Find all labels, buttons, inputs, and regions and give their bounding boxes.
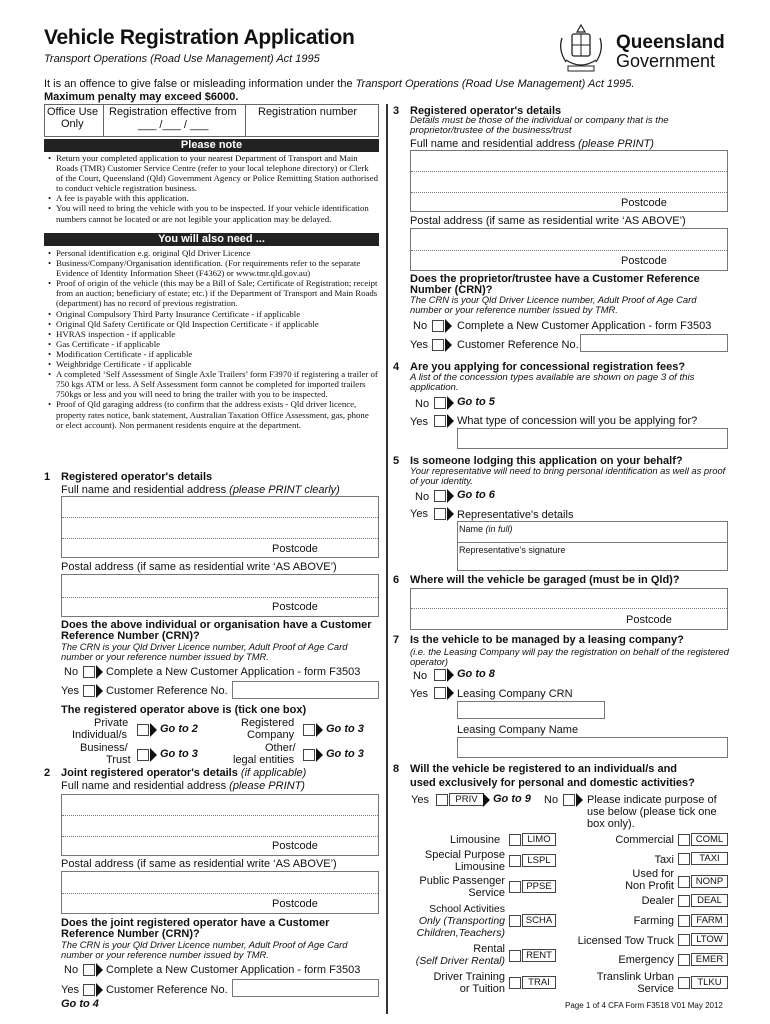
logo-name: Queensland (616, 32, 725, 53)
arrow-icon (96, 983, 103, 997)
s5-number: 5 (393, 455, 400, 467)
s1-crn-note: The CRN is your Qld Driver Licence number, Adult Proof of Age Card number or your reference number issued by TMR. (61, 641, 348, 662)
purpose-tlku-checkbox[interactable] (678, 977, 690, 989)
arrow-icon (445, 319, 452, 333)
logo-sub: Government (616, 51, 716, 71)
s4-concession-input[interactable] (457, 428, 728, 449)
purpose-scha-label-1: School Activities (429, 903, 505, 915)
s5-yes-checkbox[interactable] (434, 508, 446, 520)
also-need-bar: You will also need ... (44, 233, 379, 246)
purpose-deal-checkbox[interactable] (678, 895, 690, 907)
s3-no-checkbox[interactable] (432, 320, 444, 332)
s2-address-field[interactable] (61, 794, 379, 856)
s3-postal-label: Postal address (if same as residential write ‘AS ABOVE’) (410, 215, 686, 227)
reg-effective-date[interactable]: ___ /___ / ___ (138, 119, 209, 131)
s7-goto8: Go to 8 (457, 668, 495, 680)
purpose-taxi-label: Taxi (654, 854, 674, 866)
s3-no-label: No (413, 320, 428, 332)
purpose-scha-label-2: Only (Transporting Children,Teachers) (416, 915, 505, 939)
purpose-coml-checkbox[interactable] (678, 834, 690, 846)
s6-number: 6 (393, 574, 400, 586)
s5-no-checkbox[interactable] (434, 490, 446, 502)
s7-no-checkbox[interactable] (434, 669, 446, 681)
s6-garage-field[interactable] (410, 588, 728, 630)
s3-crn-input[interactable] (580, 334, 728, 352)
purpose-emer-code: EMER (691, 953, 728, 966)
s1-complete-new: Complete a New Customer Application - form F3503 (106, 666, 361, 678)
qld-crest-logo (556, 22, 606, 76)
purpose-coml-label: Commercial (615, 834, 674, 846)
arrow-icon (445, 338, 452, 352)
purpose-farm-label: Farming (633, 915, 674, 927)
s1-fullname-label: Full name and residential address (please PRINT clearly) (61, 484, 340, 496)
s2-crn-note: The CRN is your Qld Driver Licence number, Adult Proof of Age Card number or your reference number issued by TMR. (61, 939, 348, 960)
s2-postal-postcode: Postcode (272, 898, 318, 910)
arrow-icon (447, 414, 454, 428)
s1-address-field[interactable] (61, 496, 379, 558)
s1-crn-label: Customer Reference No. (106, 685, 228, 697)
s6-title: Where will the vehicle be garaged (must be in Qld)? (410, 574, 680, 586)
s5-title: Is someone lodging this application on your behalf? (410, 455, 683, 467)
page-footer: Page 1 of 4 CFA Form F3518 V01 May 2012 (565, 1001, 723, 1010)
s8-number: 8 (393, 763, 400, 775)
s4-no-label: No (415, 398, 430, 410)
s2-number: 2 (44, 767, 51, 779)
s1-business-2: Trust (106, 754, 131, 766)
s7-title: Is the vehicle to be managed by a leasing company? (410, 634, 684, 646)
s2-postcode-label: Postcode (272, 840, 318, 852)
arrow-icon (96, 684, 103, 698)
purpose-deal-label: Dealer (641, 895, 674, 907)
s2-goto4: Go to 4 (61, 998, 99, 1010)
purpose-lspl-label-2: Limousine (454, 861, 505, 873)
purpose-lspl-label-1: Special Purpose (424, 849, 505, 861)
purpose-ltow-label: Licensed Tow Truck (577, 935, 674, 947)
s7-number: 7 (393, 634, 400, 646)
purpose-trai-code: TRAI (522, 976, 556, 989)
page-title: Vehicle Registration Application (44, 26, 355, 49)
s3-address-field[interactable] (410, 150, 728, 212)
s1-registered-2: Company (247, 729, 295, 741)
s1-other-1: Other/ (265, 742, 296, 754)
office-only-label: Only (61, 118, 84, 130)
s3-yes-checkbox[interactable] (432, 339, 444, 351)
arrow-icon (447, 489, 454, 503)
reg-number-label: Registration number (258, 106, 358, 118)
s2-crn-question: Does the joint registered operator have a Customer Reference Number (CRN)? (61, 917, 330, 940)
s5-signature-label: Representative’s signature (459, 545, 566, 555)
s2-no-checkbox[interactable] (83, 964, 95, 976)
purpose-nonp-label-2: Non Profit (625, 880, 674, 892)
s3-note: Details must be those of the individual or company that is the proprietor/trustee of the business/trust (410, 115, 669, 136)
purpose-farm-code: FARM (691, 914, 728, 927)
page-subtitle: Transport Operations (Road Use Management) Act 1995 (44, 53, 320, 65)
s2-title: Joint registered operator's details (if applicable) (61, 767, 307, 779)
warning-text: It is an offence to give false or misleading information under the Transport Operations (Road Use Management) Act 1995. (44, 78, 635, 90)
s3-crn-label: Customer Reference No. (457, 339, 579, 351)
s1-operator-is: The registered operator above is (tick one box) (61, 704, 307, 716)
purpose-ppse-checkbox[interactable] (509, 881, 521, 893)
also-need-list: • Personal identification e.g. original Qld Driver Licence • Business/Company/Organisation identification. (For requirements refer to the separate Evidence of Identity Information Sheet (F4362) or www.tmr.qld.gov.au) • Proof of origin of the vehicle (this may be a Bill of Sale; Certificate of Registration; receipt from an auction; beneficiary of estate; etc.) if the Department of Transport and Main Roads (department) has no record of previous registration. • Original Compulsory Third Party Insurance Certificate - if applicable • Original Qld Safety Certificate or Qld Inspection Certificate - if applicable • HVRAS inspection - if applicable • Gas Certificate - if applicable • Modification Certificate - if applicable • Weighbridge Certificate - if applicable • A completed ‘Self Assessment of Single Axle Trailers’ form F3970 if registering a trailer of 750 kgs ATM or less. A Self Assessment form cannot be completed for imported trailers 750kgs or less and you will need to bring the trailer with you to be inspected. • Proof of Qld garaging address (to confirm that the address exists - Qld driver licence, property rates notice, bank statement, Australian Taxation Office Assessment, gas, phone or elect account). Non permanent residents enquire at the department. (48, 248, 378, 430)
s1-private-1: Private (94, 717, 129, 729)
s2-yes-checkbox[interactable] (83, 984, 95, 996)
s1-other-checkbox[interactable] (303, 749, 315, 761)
s1-company-checkbox[interactable] (303, 724, 315, 736)
s1-no-label: No (64, 666, 79, 678)
s1-postal-label: Postal address (if same as residential write ‘AS ABOVE’) (61, 561, 337, 573)
s3-title: Registered operator's details (410, 105, 562, 117)
s1-yes-label: Yes (61, 685, 79, 697)
purpose-scha-checkbox[interactable] (509, 915, 521, 927)
s5-rep-details: Representative's details (457, 509, 574, 521)
s1-yes-checkbox[interactable] (83, 685, 95, 697)
s7-note: (i.e. the Leasing Company will pay the registration on behalf of the registered operator) (410, 646, 729, 667)
purpose-lspl-checkbox[interactable] (509, 855, 521, 867)
arrow-icon (447, 668, 454, 682)
s2-crn-input[interactable] (232, 979, 379, 997)
purpose-tlku-label-2: Service (637, 983, 674, 995)
s1-business-1: Business/ (80, 742, 128, 754)
s1-goto3c: Go to 3 (326, 748, 364, 760)
purpose-trai-label-2: or Tuition (459, 983, 505, 995)
purpose-rent-label-2: (Self Driver Rental) (415, 955, 505, 967)
arrow-icon (316, 723, 323, 737)
purpose-ppse-code: PPSE (522, 880, 556, 893)
s8-title-2: used exclusively for personal and domestic activities? (410, 777, 695, 789)
s6-postcode-label: Postcode (626, 614, 672, 626)
s3-crn-note: The CRN is your Qld Driver Licence number, Adult Proof of Age Card number or your reference number issued by TMR. (410, 294, 697, 315)
purpose-emer-label: Emergency (618, 954, 674, 966)
s1-business-checkbox[interactable] (137, 749, 149, 761)
purpose-ltow-checkbox[interactable] (678, 934, 690, 946)
s1-crn-input[interactable] (232, 681, 379, 699)
s8-yes-checkbox[interactable] (436, 794, 448, 806)
arrow-icon (150, 723, 157, 737)
arrow-icon (447, 396, 454, 410)
purpose-tlku-label-1: Translink Urban (596, 971, 674, 983)
s4-yes-checkbox[interactable] (434, 415, 446, 427)
purpose-taxi-checkbox[interactable] (678, 853, 690, 865)
please-note-list: • Return your completed application to your nearest Department of Transport and Main Roads (TMR) Customer Service Centre (refer to your local telephone directory) or Clerk of the Court, Queensland (Qld) Government Agency or Police Remitting Station authorised to conduct vehicle registration business. • A fee is payable with this application. • You will need to bring the vehicle with you to be inspected. If your vehicle identification numbers cannot be located or are not legible your application may be delayed. (48, 153, 379, 224)
please-note-bar: Please note (44, 139, 379, 152)
s7-no-label: No (413, 670, 428, 682)
office-use-label: Office Use (47, 106, 99, 118)
purpose-limo-code: LIMO (522, 833, 556, 846)
s4-yes-label: Yes (410, 416, 428, 428)
arrow-icon (447, 686, 454, 700)
s5-goto6: Go to 6 (457, 489, 495, 501)
arrow-icon (447, 507, 454, 521)
purpose-rent-label-1: Rental (473, 943, 505, 955)
purpose-ltow-code: LTOW (691, 933, 728, 946)
purpose-rent-checkbox[interactable] (509, 950, 521, 962)
s1-private-2: Individual/s (72, 729, 128, 741)
s1-title: Registered operator's details (61, 471, 213, 483)
s2-complete-new: Complete a New Customer Application - form F3503 (106, 964, 361, 976)
s4-note: A list of the concession types available are shown on page 3 of this application. (410, 372, 695, 393)
s1-crn-question: Does the above individual or organisation have a Customer Reference Number (CRN)? (61, 619, 372, 642)
purpose-trai-label-1: Driver Training (433, 971, 505, 983)
column-divider (386, 104, 388, 1014)
purpose-emer-checkbox[interactable] (678, 954, 690, 966)
purpose-limo-checkbox[interactable] (509, 834, 521, 846)
s4-no-checkbox[interactable] (434, 397, 446, 409)
s7-crn-label: Leasing Company CRN (457, 688, 573, 700)
s5-name-label: Name (in full) (459, 524, 513, 534)
s5-note: Your representative will need to bring personal identification as well as proof of your identity. (410, 465, 726, 486)
s3-number: 3 (393, 105, 400, 117)
arrow-icon (150, 748, 157, 762)
s2-crn-label: Customer Reference No. (106, 984, 228, 996)
s1-postcode-label: Postcode (272, 543, 318, 555)
s1-goto3b: Go to 3 (160, 748, 198, 760)
purpose-deal-code: DEAL (691, 894, 728, 907)
s1-goto2: Go to 2 (160, 723, 198, 735)
purpose-taxi-code: TAXI (691, 852, 728, 865)
s7-crn-input[interactable] (457, 701, 605, 719)
s1-private-checkbox[interactable] (137, 724, 149, 736)
s1-other-2: legal entities (233, 754, 295, 766)
arrow-icon (316, 748, 323, 762)
s3-fullname-label: Full name and residential address (please PRINT) (410, 138, 654, 150)
arrow-icon (576, 793, 583, 807)
purpose-farm-checkbox[interactable] (678, 915, 690, 927)
s8-title-1: Will the vehicle be registered to an individual/s and (410, 763, 678, 775)
s2-no-label: No (64, 964, 79, 976)
s8-purpose-text: Please indicate purpose of use below (please tick one box only). (587, 794, 717, 830)
s5-yes-label: Yes (410, 508, 428, 520)
s1-registered-1: Registered (241, 717, 295, 729)
s7-yes-label: Yes (410, 688, 428, 700)
s3-postal-postcode: Postcode (621, 255, 667, 267)
s8-no-checkbox[interactable] (563, 794, 575, 806)
purpose-coml-code: COML (691, 833, 728, 846)
purpose-tlku-code: TLKU (691, 976, 728, 989)
s4-number: 4 (393, 361, 400, 373)
purpose-limo-label: Limousine (450, 834, 501, 846)
s7-yes-checkbox[interactable] (434, 687, 446, 699)
arrow-icon (96, 665, 103, 679)
s3-yes-label: Yes (410, 339, 428, 351)
s3-postcode-label: Postcode (621, 197, 667, 209)
s8-priv-code: PRIV (449, 793, 484, 806)
s1-postal-field[interactable] (61, 574, 379, 617)
s7-name-label: Leasing Company Name (457, 724, 579, 736)
purpose-ppse-label-1: Public Passenger (419, 875, 505, 887)
purpose-trai-checkbox[interactable] (509, 977, 521, 989)
arrow-icon (96, 963, 103, 977)
penalty-text: Maximum penalty may exceed $6000. (44, 91, 239, 103)
s2-yes-label: Yes (61, 984, 79, 996)
purpose-nonp-checkbox[interactable] (678, 876, 690, 888)
s4-title: Are you applying for concessional registration fees? (410, 361, 686, 373)
reg-effective-label: Registration effective from (109, 106, 237, 118)
s1-postal-postcode: Postcode (272, 601, 318, 613)
purpose-nonp-label-1: Used for (632, 868, 674, 880)
s4-goto5: Go to 5 (457, 396, 495, 408)
purpose-ppse-label-2: Service (468, 887, 505, 899)
s1-goto3a: Go to 3 (326, 723, 364, 735)
s8-yes-label: Yes (411, 794, 429, 806)
s3-complete-new: Complete a New Customer Application - form F3503 (457, 320, 712, 332)
s7-name-input[interactable] (457, 737, 728, 758)
arrow-icon (483, 793, 490, 807)
s2-fullname-label: Full name and residential address (please PRINT) (61, 780, 305, 792)
purpose-rent-code: RENT (522, 949, 556, 962)
s3-crn-question: Does the proprietor/trustee have a Customer Reference Number (CRN)? (410, 273, 700, 296)
s1-no-checkbox[interactable] (83, 666, 95, 678)
purpose-scha-code: SCHA (522, 914, 556, 927)
purpose-lspl-code: LSPL (522, 854, 556, 867)
s8-no-label: No (544, 794, 559, 806)
s2-postal-label: Postal address (if same as residential write ‘AS ABOVE’) (61, 858, 337, 870)
s8-goto9: Go to 9 (493, 793, 531, 805)
s5-no-label: No (415, 491, 430, 503)
s1-number: 1 (44, 471, 51, 483)
s4-what-type: What type of concession will you be applying for? (457, 415, 698, 427)
purpose-nonp-code: NONP (691, 875, 728, 888)
